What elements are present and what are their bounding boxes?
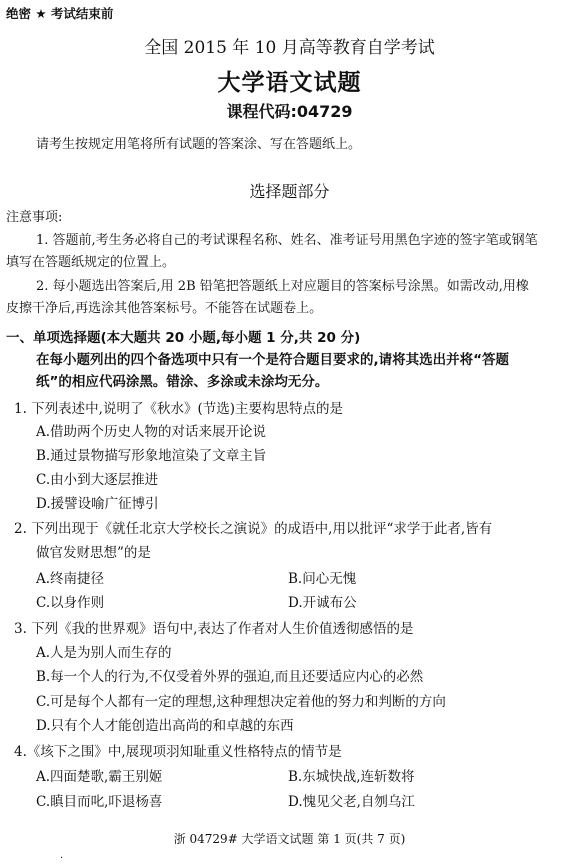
notice-title: 注意事项: (6, 210, 63, 225)
question-3-option-c: C.可是每个人都有一定的理想,这种理想决定着他的努力和判断的方向 (36, 694, 446, 710)
notice-item-2-line-2: 皮擦干净后,再选涂其他答案标号。不能答在试题卷上。 (6, 301, 323, 316)
exam-title: 全国 2015 年 10 月高等教育自学考试 (144, 38, 435, 58)
part1-instruction-line-1: 在每小题列出的四个备选项中只有一个是符合题目要求的,请将其选出并将“答题 (36, 352, 509, 368)
confidential-label: 绝密 ★ 考试结束前 (6, 6, 114, 21)
question-4-stem: 4.《垓下之围》中,展现项羽知耻重义性格特点的情节是 (14, 744, 342, 760)
page-footer: 浙 04729# 大学语文试题 第 1 页(共 7 页) (173, 832, 406, 846)
question-2-stem-line-1: 2. 下列出现于《就任北京大学校长之演说》的成语中,用以批评“求学于此者,皆有 (14, 521, 493, 537)
notice-item-2-line-1: 2. 每小题选出答案后,用 2B 铅笔把答题纸上对应题目的答案标号涂黑。如需改动,用橡 (36, 279, 529, 294)
footer-dot: . (60, 850, 64, 861)
question-1-option-c: C.由小到大逐层推进 (36, 472, 159, 488)
question-4-option-d: D.愧见父老,自刎乌江 (288, 794, 415, 810)
question-4-option-c: C.瞋目而叱,吓退杨喜 (36, 794, 163, 810)
part1-instruction-line-2: 纸”的相应代码涂黑。错涂、多涂或未涂均无分。 (36, 374, 329, 390)
notice-item-1-line-2: 填写在答题纸规定的位置上。 (6, 255, 176, 270)
question-3-stem: 3. 下列《我的世界观》语句中,表达了作者对人生价值透彻感悟的是 (14, 621, 414, 637)
question-3-option-d: D.只有个人才能创造出高尚的和卓越的东西 (36, 718, 294, 734)
notice-item-1-line-1: 1. 答题前,考生务必将自己的考试课程名称、姓名、准考证号用黑色字迹的签字笔或钢笔 (36, 233, 538, 248)
question-1-option-a: A.借助两个历史人物的对话来展开论说 (36, 424, 267, 440)
part1-heading: 一、单项选择题(本大题共 20 小题,每小题 1 分,共 20 分) (6, 330, 361, 346)
question-1-option-b: B.通过景物描写形象地渲染了文章主旨 (36, 448, 267, 464)
section-title: 选择题部分 (249, 182, 330, 201)
question-3-option-a: A.人是为别人而生存的 (36, 645, 172, 661)
question-4-option-b: B.东城快战,连斩数将 (288, 769, 415, 785)
question-2-option-b: B.问心无愧 (288, 571, 357, 587)
question-2-option-c: C.以身作则 (36, 595, 105, 611)
question-2-option-a: A.终南捷径 (36, 571, 105, 587)
question-2-stem-line-2: 做官发财思想”的是 (36, 545, 151, 561)
intro-text: 请考生按规定用笔将所有试题的答案涂、写在答题纸上。 (36, 137, 362, 152)
question-1-option-d: D.援譬设喻广征博引 (36, 496, 159, 512)
paper-title: 大学语文试题 (217, 70, 362, 96)
question-1-stem: 1. 下列表述中,说明了《秋水》(节选)主要构思特点的是 (14, 401, 343, 417)
question-4-option-a: A.四面楚歌,霸王别姬 (36, 769, 163, 785)
question-2-option-d: D.开诚布公 (288, 595, 357, 611)
course-code: 课程代码:04729 (226, 102, 353, 121)
question-3-option-b: B.每一个人的行为,不仅受着外界的强迫,而且还要适应内心的必然 (36, 669, 424, 685)
